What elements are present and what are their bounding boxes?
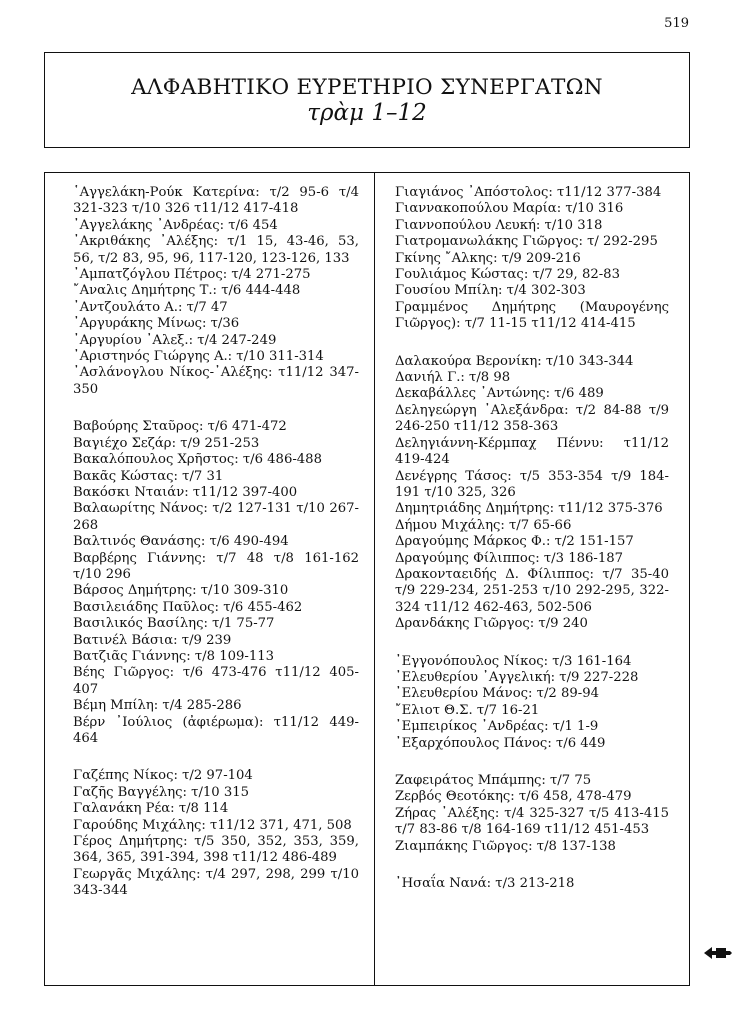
index-entry: Γεωργᾶς Μιχάλης: τ/4 297, 298, 299 τ/10 343-344 [73,866,359,899]
index-entry: Γιατρομανωλάκης Γιῶργος: τ/ 292-295 [395,234,658,250]
index-entry: Βαρβέρης Γιάννης: τ/7 48 τ/8 161-162 τ/10 296 [73,550,359,582]
index-entry: Γέρος Δημήτρης: τ/5 350, 352, 353, 359, 364, 365, 391-394, 398 τ11/12 486-489 [73,834,359,866]
index-entry: Γουλιάμος Κώστας: τ/7 29, 82-83 [395,267,620,283]
index-entry: ᾿Αμπατζόγλου Πέτρος: τ/4 271-275 [73,267,311,283]
index-entry: Δεκαβάλλες ᾿Αντώνης: τ/6 489 [395,386,604,402]
index-entry: ᾿Ακριθάκης ᾿Αλέξης: τ/1 15, 43-46, 53, 56, τ/2 83, 95, 96, 117-120, 123-126, 133 [73,234,359,266]
index-entry: ᾿Ασλάνογλου Νίκος-᾿Αλέξης: τ11/12 347-350 [73,365,359,397]
index-entry: Βαβούρης Σταῦρος: τ/6 471-472 [73,419,287,435]
index-entry: ᾿Ελευθερίου Μάνος: τ/2 89-94 [395,686,599,702]
index-entry: Δεληγιάννη-Κέρμπαχ Πέννυ: τ11/12 419-424 [395,435,669,468]
index-entry: Δρανδάκης Γιῶργος: τ/9 240 [395,616,588,632]
page-subtitle: τρὰμ 1–12 [307,100,427,126]
index-entry: Δενέγρης Τάσος: τ/5 353-354 τ/9 184-191 τ/10 325, 326 [395,468,669,500]
index-entry: ᾿Ησαΐα Νανά: τ/3 213-218 [395,876,575,892]
index-entry: Βέμη Μπίλη: τ/4 285-286 [73,698,242,714]
title-box [44,52,690,148]
right-column [395,185,669,913]
index-entry: Βασιλειάδης Παῦλος: τ/6 455-462 [73,599,303,615]
index-entry: Βαγιέχο Σεζάρ: τ/9 251-253 [73,435,260,451]
index-entry: Βαλαωρίτης Νάνος: τ/2 127-131 τ/10 267-268 [73,501,359,533]
index-entry: Βατζιᾶς Γιάννης: τ/8 109-113 [73,648,274,664]
index-entry: Δρακονταειδής Δ. Φίλιππος: τ/7 35-40 τ/9 229-234, 251-253 τ/10 292-295, 322-324 τ11/12 462-463, 502-506 [395,566,669,615]
index-entry: Δραγούμης Μάρκος Φ.: τ/2 151-157 [395,534,634,550]
index-entry: Γαρούδης Μιχάλης: τ11/12 371, 471, 508 [73,817,352,833]
index-entry: ῎Ελιοτ Θ.Σ. τ/7 16-21 [395,702,540,718]
index-entry: Ζήρας ᾿Αλέξης: τ/4 325-327 τ/5 413-415 τ/7 83-86 τ/8 164-169 τ11/12 451-453 [395,805,669,838]
index-entry: ᾿Αργυρίου ᾿Αλεξ.: τ/4 247-249 [73,332,277,348]
index-entry: Γκίνης ῎Αλκης: τ/9 209-216 [395,250,581,266]
index-entry: Δαλακούρα Βερονίκη: τ/10 343-344 [395,353,634,369]
index-entry: Ζαφειράτος Μπάμπης: τ/7 75 [395,773,592,788]
index-entry: ᾿Εμπειρίκος ᾿Ανδρέας: τ/1 1-9 [395,719,599,735]
pointing-hand-icon [702,943,734,963]
index-group [395,773,669,855]
index-entry: Βαλτινός Θανάσης: τ/6 490-494 [73,534,289,550]
index-group [395,876,669,892]
page-number: 519 [664,16,689,31]
index-entry: Ζερβός Θεοτόκης: τ/6 458, 478-479 [395,789,632,805]
index-entry: ᾿Αργυράκης Μίνως: τ/36 [73,316,240,332]
index-entry: ᾿Αγγελάκης ᾿Ανδρέας: τ/6 454 [73,217,278,233]
index-entry: Γιαννακοπούλου Μαρία: τ/10 316 [395,201,624,217]
index-group [395,185,669,333]
index-entry: Βατινέλ Βάσια: τ/9 239 [73,632,232,648]
index-entry: Γιαγιάνος ᾿Απόστολος: τ11/12 377-384 [395,185,662,200]
index-entry: Δεληγεώργη ᾿Αλεξάνδρα: τ/2 84-88 τ/9 246-250 τ11/12 358-363 [395,402,669,435]
index-entry: ᾿Αντζουλάτο Α.: τ/7 47 [73,299,228,315]
index-entry: ᾿Αριστηνός Γιώργης Α.: τ/10 311-314 [73,349,324,365]
index-entry: Βακόσκι Νταιάν: τ11/12 397-400 [73,484,298,500]
index-entry: Γαζέπης Νίκος: τ/2 97-104 [73,768,253,784]
index-group [395,354,669,633]
index-entry: Δραγούμης Φίλιππος: τ/3 186-187 [395,550,623,566]
index-entry: Δημητριάδης Δημήτρης: τ11/12 375-376 [395,501,663,517]
index-group [73,768,359,899]
page-title: ΑΛΦΑΒΗΤΙΚΟ ΕΥΡΕΤΗΡΙΟ ΣΥΝΕΡΓΑΤΩΝ [131,75,603,100]
index-entry: ῾Αγγελάκη-Ρούκ Κατερίνα: τ/2 95-6 τ/4 321-323 τ/10 326 τ11/12 417-418 [73,185,359,217]
index-entry: Γουσίου Μπίλη: τ/4 302-303 [395,283,586,299]
index-group [73,419,359,747]
index-entry: ᾿Εξαρχόπουλος Πάνος: τ/6 449 [395,735,606,751]
left-column [73,185,359,921]
index-entry: ῎Αναλις Δημήτρης Τ.: τ/6 444-448 [73,283,301,299]
index-entry: Βάρσος Δημήτρης: τ/10 309-310 [73,583,289,599]
index-entry: Βακᾶς Κώστας: τ/7 31 [73,468,224,484]
column-divider [374,173,375,985]
index-entry: Βακαλόπουλος Χρῆστος: τ/6 486-488 [73,452,322,468]
index-entry: Δήμου Μιχάλης: τ/7 65-66 [395,517,572,533]
index-entry: Γαζῆς Βαγγέλης: τ/10 315 [73,784,250,800]
index-entry: Γαλανάκη Ρέα: τ/8 114 [73,801,229,817]
index-box [44,172,690,986]
index-entry: Βασιλικός Βασίλης: τ/1 75-77 [73,616,275,632]
index-entry: Βέης Γιῶργος: τ/6 473-476 τ11/12 405-407 [73,665,359,697]
index-entry: Βέρν ᾿Ιούλιος (ἀφιέρωμα): τ11/12 449-464 [73,714,359,746]
index-entry: Γραμμένος Δημήτρης (Μαυρογένης Γιῶργος): τ/7 11-15 τ11/12 414-415 [395,299,669,332]
index-entry: Γιαννοπούλου Λευκή: τ/10 318 [395,217,603,233]
index-entry: Ζιαμπάκης Γιῶργος: τ/8 137-138 [395,838,616,854]
index-entry: ᾿Εγγονόπουλος Νίκος: τ/3 161-164 [395,653,632,669]
index-group [73,185,359,398]
index-group [395,654,669,752]
index-entry: Δανιήλ Γ.: τ/8 98 [395,370,511,386]
index-entry: ᾿Ελευθερίου ᾿Αγγελική: τ/9 227-228 [395,669,639,685]
